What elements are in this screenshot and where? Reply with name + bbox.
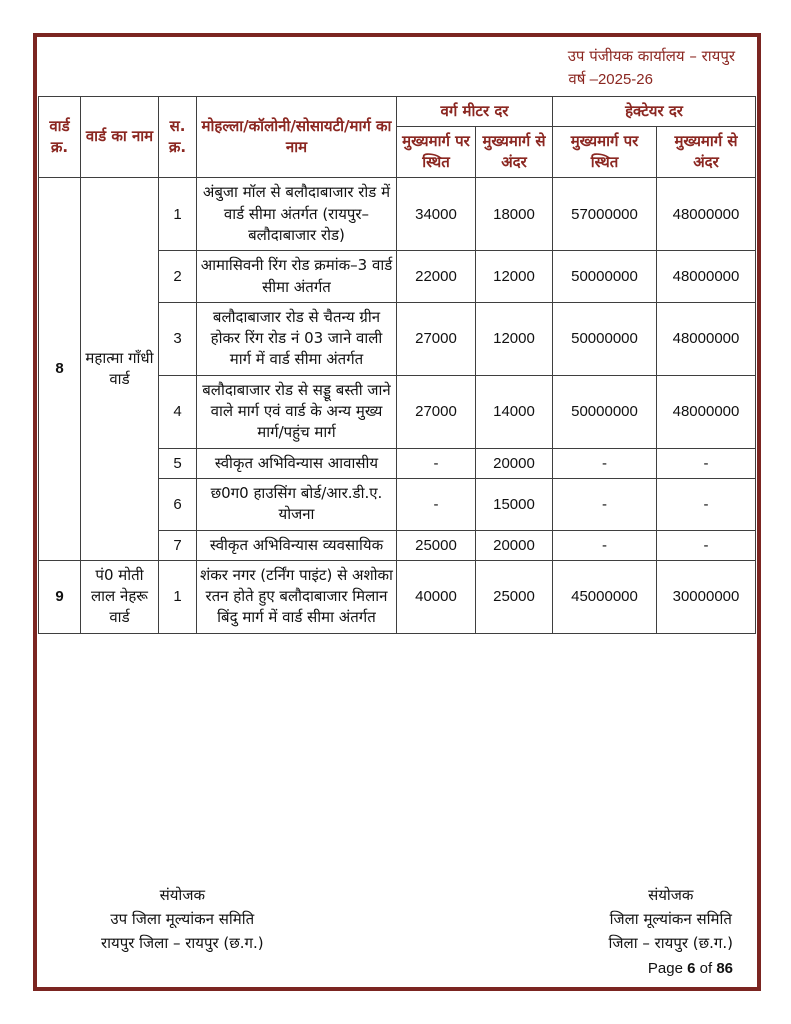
page-frame [33, 33, 761, 991]
header-ha-inner: मुख्यमार्ग से अंदर [657, 126, 756, 178]
hectare-inner-rate-cell: 30000000 [657, 560, 756, 633]
serial-number-cell: 1 [158, 560, 196, 633]
footer-left-role: संयोजक [159, 885, 205, 904]
header-ha-on-main: मुख्यमार्ग पर स्थित [553, 126, 657, 178]
sqm-inner-rate-cell: 18000 [475, 178, 552, 251]
sqm-inner-rate-cell: 25000 [475, 560, 552, 633]
serial-number-cell: 2 [158, 251, 196, 303]
page-footer [37, 883, 757, 981]
hectare-inner-rate-cell: 48000000 [657, 302, 756, 375]
header-serial: स.क्र. [158, 96, 196, 178]
locality-name-cell: स्वीकृत अभिविन्यास व्यवसायिक [196, 530, 396, 560]
header-sqm-group: वर्ग मीटर दर [396, 96, 552, 126]
locality-name-cell: बलौदाबाजार रोड से सड्डू बस्ती जाने वाले मार्ग एवं वार्ड के अन्य मुख्य मार्ग/पहुंच मार्ग [196, 375, 396, 448]
ward-name-cell: पं0 मोती लाल नेहरू वार्ड [80, 560, 158, 633]
document-header [37, 45, 757, 92]
hectare-on-main-rate-cell: 50000000 [553, 375, 657, 448]
current-page-number: 6 [687, 959, 696, 977]
locality-name-cell: छ0ग0 हाउसिंग बोर्ड/आर.डी.ए. योजना [196, 478, 396, 530]
serial-number-cell: 3 [158, 302, 196, 375]
hectare-inner-rate-cell: - [657, 448, 756, 478]
year-label: वर्ष –2025-26 [568, 71, 653, 89]
total-page-number: 86 [716, 959, 733, 977]
header-locality: मोहल्ला/कॉलोनी/सोसायटी/मार्ग का नाम [196, 96, 396, 178]
header-sqm-inner: मुख्यमार्ग से अंदर [475, 126, 552, 178]
hectare-on-main-rate-cell: 50000000 [553, 302, 657, 375]
sqm-on-main-rate-cell: 27000 [396, 375, 475, 448]
locality-name-cell: आमासिवनी रिंग रोड क्रमांक–3 वार्ड सीमा अंतर्गत [196, 251, 396, 303]
hectare-on-main-rate-cell: 57000000 [553, 178, 657, 251]
sqm-inner-rate-cell: 14000 [475, 375, 552, 448]
rate-table [38, 96, 756, 634]
of-word: of [699, 959, 713, 977]
footer-right-signature [609, 883, 733, 981]
footer-left-district: रायपुर जिला – रायपुर (छ.ग.) [101, 934, 264, 953]
sqm-inner-rate-cell: 12000 [475, 302, 552, 375]
serial-number-cell: 5 [158, 448, 196, 478]
sqm-on-main-rate-cell: - [396, 448, 475, 478]
hectare-inner-rate-cell: - [657, 530, 756, 560]
locality-name-cell: बलौदाबाजार रोड से चैतन्य ग्रीन होकर रिंग रोड नं 03 जाने वाली मार्ग में वार्ड सीमा अंतर्गत [196, 302, 396, 375]
hectare-inner-rate-cell: 48000000 [657, 251, 756, 303]
hectare-inner-rate-cell: 48000000 [657, 178, 756, 251]
ward-number-cell: 9 [38, 560, 80, 633]
sqm-on-main-rate-cell: 27000 [396, 302, 475, 375]
locality-name-cell: अंबुजा मॉल से बलौदाबाजार रोड में वार्ड सीमा अंतर्गत (रायपुर–बलौदाबाजार रोड) [196, 178, 396, 251]
table-row [38, 560, 755, 633]
hectare-on-main-rate-cell: 50000000 [553, 251, 657, 303]
serial-number-cell: 7 [158, 530, 196, 560]
footer-right-committee: जिला मूल्यांकन समिति [609, 910, 732, 929]
page-word: Page [647, 959, 683, 977]
footer-left-committee: उप जिला मूल्यांकन समिति [110, 910, 255, 929]
sqm-inner-rate-cell: 20000 [475, 448, 552, 478]
hectare-on-main-rate-cell: 45000000 [553, 560, 657, 633]
footer-right-district: जिला – रायपुर (छ.ग.) [608, 934, 733, 953]
sqm-on-main-rate-cell: 25000 [396, 530, 475, 560]
serial-number-cell: 1 [158, 178, 196, 251]
ward-number-cell: 8 [38, 178, 80, 560]
page-number-indicator [609, 957, 733, 981]
header-ward-name: वार्ड का नाम [80, 96, 158, 178]
sqm-on-main-rate-cell: 34000 [396, 178, 475, 251]
serial-number-cell: 4 [158, 375, 196, 448]
locality-name-cell: शंकर नगर (टर्निंग पाइंट) से अशोका रतन होते हुए बलौदाबाजार मिलान बिंदु मार्ग में वार्ड सीमा अंतर्गत [196, 560, 396, 633]
sqm-on-main-rate-cell: 40000 [396, 560, 475, 633]
sqm-inner-rate-cell: 12000 [475, 251, 552, 303]
table-row [38, 178, 755, 251]
serial-number-cell: 6 [158, 478, 196, 530]
header-sqm-on-main: मुख्यमार्ग पर स्थित [396, 126, 475, 178]
rate-table-body [38, 178, 755, 633]
header-hectare-group: हेक्टेयर दर [553, 96, 756, 126]
hectare-inner-rate-cell: - [657, 478, 756, 530]
office-title: उप पंजीयक कार्यालय – रायपुर [567, 47, 735, 65]
hectare-on-main-rate-cell: - [553, 530, 657, 560]
locality-name-cell: स्वीकृत अभिविन्यास आवासीय [196, 448, 396, 478]
hectare-inner-rate-cell: 48000000 [657, 375, 756, 448]
footer-left-signature [101, 883, 264, 956]
hectare-on-main-rate-cell: - [553, 448, 657, 478]
hectare-on-main-rate-cell: - [553, 478, 657, 530]
header-ward-no: वार्ड क्र. [38, 96, 80, 178]
sqm-on-main-rate-cell: - [396, 478, 475, 530]
rate-table-header [38, 96, 755, 178]
sqm-inner-rate-cell: 15000 [475, 478, 552, 530]
footer-right-role: संयोजक [648, 885, 694, 904]
sqm-on-main-rate-cell: 22000 [396, 251, 475, 303]
sqm-inner-rate-cell: 20000 [475, 530, 552, 560]
ward-name-cell: महात्मा गाँधी वार्ड [80, 178, 158, 560]
